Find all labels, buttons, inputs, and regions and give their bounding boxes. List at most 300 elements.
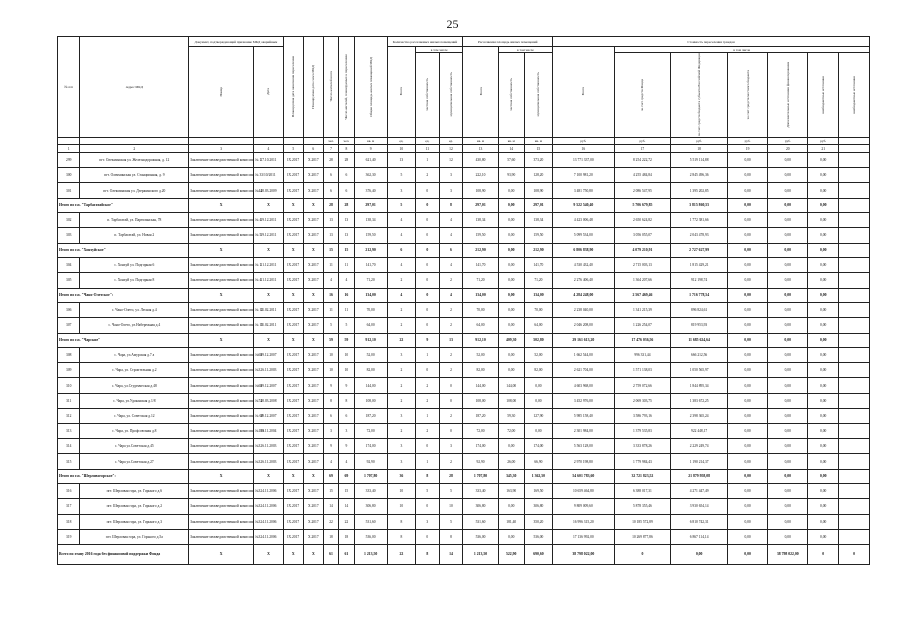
value-cell-c8: 71,20 [354,273,387,288]
unit-cell: кв. м [354,138,387,145]
subtotal-row [58,469,870,484]
value-cell-c14: 536,00 [524,529,552,544]
grand-total-c16: 0 [614,544,671,564]
row-planned-date: IX.2017 [283,454,303,469]
row-number: 299 [58,153,80,168]
x-mark: X [283,198,303,213]
row-address: с. Чара, ул.Амурская д.7 а [80,348,189,363]
value-cell-c19: 0,00 [768,484,808,499]
value-cell-c11: 5 [439,484,463,499]
row-address: пгт. Олекминская ул. Дзержинского д.20 [80,183,189,198]
value-cell-c16: 1 779 984,43 [614,454,671,469]
value-cell-c13: 181,40 [498,514,524,529]
value-cell-c13: 59,30 [498,408,524,423]
value-cell-c16: 10 185 572,89 [614,514,671,529]
grand-total-c17: 0,00 [671,544,728,564]
value-cell-c12: 912,10 [463,333,498,348]
value-cell-c20: 0,00 [808,288,839,303]
value-cell-c9: 6 [387,243,415,258]
value-cell-c20: 0,00 [808,303,839,318]
value-cell-c18: 0,00 [728,469,768,484]
value-cell-c21 [839,333,870,348]
value-cell-c10: 0 [416,288,440,303]
grand-total-c15: 38 798 022,00 [553,544,614,564]
value-cell-c15: 2 046 208,00 [553,318,614,333]
header-planned-date: Планируемая дата окончания переселения [283,37,303,138]
x-mark: X [303,198,323,213]
row-demolition-date: X.2017 [303,499,323,514]
header-area-municipal: муниципальная собственность [524,53,552,138]
value-cell-c12: 222,10 [463,168,498,183]
value-cell-c12: 306,80 [463,499,498,514]
value-cell-c18: 0,00 [728,273,768,288]
column-number-cell: 17 [614,145,671,153]
table-row [58,228,870,243]
row-address: с. Чара ул.Советская д.45 [80,439,189,454]
row-demolition-date: X.2017 [303,228,323,243]
value-cell-c9: 22 [387,333,415,348]
value-cell-c6: 14 [323,499,338,514]
value-cell-c14: 108,90 [524,183,552,198]
value-cell-c10: 0 [416,258,440,273]
value-cell-c8: 1 707,80 [354,469,387,484]
value-cell-c19: 0,00 [768,469,808,484]
value-cell-c7: 5 [339,318,354,333]
x-mark: X [283,333,303,348]
row-basis-doc: Заключение межведомственной комиссии №3 [189,439,254,454]
grand-total-c20: 0 [808,544,839,564]
value-cell-c6: 9 [323,378,338,393]
value-cell-c11: 4 [439,288,463,303]
value-cell-c18: 0,00 [728,529,768,544]
value-cell-c14: 70,00 [524,303,552,318]
x-mark: X [303,333,323,348]
value-cell-c13: 108,00 [498,393,524,408]
row-basis-doc: Заключение межведомственной комиссии №44 [189,183,254,198]
value-cell-c20: 0,00 [808,273,839,288]
value-cell-c16: 1 571 138,03 [614,363,671,378]
table-row [58,303,870,318]
value-cell-c16: 10 269 877,86 [614,529,671,544]
value-cell-c15: 7 100 981,20 [553,168,614,183]
row-number: 314 [58,439,80,454]
value-cell-c7: 15 [339,484,354,499]
value-cell-c15: 1 662 544,00 [553,348,614,363]
value-cell-c10: 0 [416,499,440,514]
row-address: п. Тарбагатай, ул. Новая 2 [80,228,189,243]
row-planned-date: IX.2017 [283,439,303,454]
value-cell-c8: 536,00 [354,529,387,544]
table-row [58,529,870,544]
value-cell-c15: 5 985 158,40 [553,408,614,423]
value-cell-c11: 2 [439,454,463,469]
value-cell-c12: 71,20 [463,273,498,288]
row-planned-date: IX.2017 [283,183,303,198]
value-cell-c10: 5 [416,484,440,499]
unit-cell [283,138,303,145]
unit-cell [254,138,284,145]
row-planned-date: IX.2017 [283,228,303,243]
column-number-cell: 3 [189,145,254,153]
value-cell-c10: 1 [416,348,440,363]
value-cell-c14: 138,34 [524,213,552,228]
value-cell-c11: 5 [439,514,463,529]
value-cell-c21 [839,378,870,393]
value-cell-c9: 2 [387,318,415,333]
value-cell-c7: 6 [339,168,354,183]
value-cell-c21 [839,348,870,363]
grand-total-c7: 61 [339,544,354,564]
unit-cell: ед. [387,138,415,145]
row-demolition-date: X.2017 [303,318,323,333]
row-address: пгт. Шерловая гора, ул. Горького д.2 [80,499,189,514]
row-doc-date: 21.12.2011 [254,258,284,273]
value-cell-c20: 0,00 [808,168,839,183]
header-extra-sources: внебюджетные источники [808,53,839,138]
row-planned-date: IX.2017 [283,318,303,333]
value-cell-c10: 3 [416,514,440,529]
value-cell-c15: 16 996 315,20 [553,514,614,529]
value-cell-c7: 15 [339,243,354,258]
value-cell-c7: 13 [339,228,354,243]
value-cell-c12: 92,90 [463,454,498,469]
value-cell-c7: 14 [339,499,354,514]
value-cell-c17: 2 229 249,74 [671,439,728,454]
row-planned-date: IX.2017 [283,408,303,423]
row-basis-doc: Заключение межведомственной комиссии № 68 [189,408,254,423]
value-cell-c21 [839,469,870,484]
value-cell-c8: 531,60 [354,514,387,529]
value-cell-c14: 71,20 [524,273,552,288]
row-demolition-date: X.2017 [303,363,323,378]
value-cell-c17: 11 685 624,64 [671,333,728,348]
value-cell-c21 [839,183,870,198]
row-planned-date: IX.2017 [283,168,303,183]
row-doc-date: 28.03.2009 [254,183,284,198]
column-number-cell: 11 [416,145,440,153]
value-cell-c17: 2 727 627,99 [671,243,728,258]
value-cell-c9: 5 [387,168,415,183]
row-basis-doc: Заключение межведомственной комиссии №3 [189,484,254,499]
column-number-cell: 5 [283,145,303,153]
value-cell-c8: 64,00 [354,318,387,333]
value-cell-c12: 82,00 [463,363,498,378]
row-address: с. Чара, ул. Советская д.12 [80,408,189,423]
value-cell-c6: 9 [323,439,338,454]
subtotal-row [58,243,870,258]
value-cell-c10: 0 [416,529,440,544]
row-planned-date: IX.2017 [283,484,303,499]
value-cell-c6: 6 [323,183,338,198]
row-planned-date: IX.2017 [283,393,303,408]
row-address: с. Чара, ул.Удоканская д.1/8 [80,393,189,408]
value-cell-c8: 144,00 [354,378,387,393]
value-cell-c8: 306,80 [354,499,387,514]
value-cell-c15: 5 099 534,00 [553,228,614,243]
value-cell-c12: 70,00 [463,303,498,318]
value-cell-c10: 0 [416,198,440,213]
x-mark: X [189,469,254,484]
column-number-cell: 10 [387,145,415,153]
row-address: пгт. Шерловая гора, ул. Горького д.3 [80,514,189,529]
value-cell-c12: 212,90 [463,243,498,258]
value-cell-c9: 2 [387,273,415,288]
unit-cell [839,138,870,145]
value-cell-c16: 5 706 679,85 [614,198,671,213]
value-cell-c13: 0,00 [498,183,524,198]
value-cell-c19: 0,00 [768,529,808,544]
value-cell-c21 [839,514,870,529]
value-cell-c6: 8 [323,393,338,408]
value-cell-c12: 536,00 [463,529,498,544]
grand-total-c13: 522,90 [498,544,524,564]
value-cell-c7: 4 [339,273,354,288]
row-address: с. Чара, ул. Строительная д.2 [80,363,189,378]
x-mark: X [283,288,303,303]
row-doc-date: 24.11.2006 [254,529,284,544]
header-cost-of-which: в том числе [614,47,869,53]
value-cell-c18: 0,00 [728,514,768,529]
unit-cell: руб. [553,138,614,145]
value-cell-c13: 0,00 [498,499,524,514]
value-cell-c16: 3 056 055,07 [614,228,671,243]
row-demolition-date: X.2017 [303,213,323,228]
table-row [58,393,870,408]
value-cell-c18: 0,00 [728,499,768,514]
row-doc-date: 03.11.2004 [254,424,284,439]
value-cell-c19: 0,00 [768,393,808,408]
row-basis-doc: Заключение межведомственной комиссии №3 [189,454,254,469]
value-cell-c21 [839,318,870,333]
row-planned-date: IX.2017 [283,514,303,529]
value-cell-c12: 141,70 [463,258,498,273]
value-cell-c6: 69 [323,469,338,484]
row-address: пгт. Олекминская ул. Станционная, д. 9 [80,168,189,183]
value-cell-c21 [839,499,870,514]
value-cell-c8: 70,00 [354,303,387,318]
value-cell-c14: 159,50 [524,228,552,243]
value-cell-c18: 0,00 [728,363,768,378]
value-cell-c6: 59 [323,333,338,348]
value-cell-c17: 3 815 860,55 [671,198,728,213]
header-cost-total: Всего [553,47,614,138]
row-demolition-date: X.2017 [303,439,323,454]
value-cell-c18: 0,00 [728,228,768,243]
row-basis-doc: Заключение межведомственной комиссии №136 [189,424,254,439]
subtotal-label: Итого по г.п. "Чано-Олетское": [58,288,189,303]
row-planned-date: IX.2017 [283,153,303,168]
value-cell-c10: 2 [416,168,440,183]
value-cell-c10: 0 [416,439,440,454]
value-cell-c10: 0 [416,363,440,378]
header-area-of-which: в том числе [498,47,552,53]
value-cell-c14: 0,00 [524,393,552,408]
value-cell-c19: 0,00 [768,303,808,318]
value-cell-c15: 4 284 248,00 [553,288,614,303]
unit-cell: ед. [439,138,463,145]
row-demolition-date: X.2017 [303,408,323,423]
value-cell-c9: 4 [387,228,415,243]
row-planned-date: IX.2017 [283,348,303,363]
row-number: 319 [58,529,80,544]
value-cell-c13: 0,00 [498,258,524,273]
value-cell-c19: 0,00 [768,439,808,454]
value-cell-c18: 0,00 [728,393,768,408]
value-cell-c11: 4 [439,213,463,228]
subtotal-label: Итого по г.п. "Тарбагатайское" [58,198,189,213]
value-cell-c7: 22 [339,514,354,529]
value-cell-c8: 174,00 [354,439,387,454]
value-cell-c10: 2 [416,393,440,408]
row-doc-date: 3/10/2011 [254,168,284,183]
row-address: п. Тарбагатай, ул. Партизанская, 78 [80,213,189,228]
header-doc-group: Документ, подтверждающий признание МКД аварийным [189,37,284,47]
value-cell-c8: 362,30 [354,168,387,183]
row-demolition-date: X.2017 [303,348,323,363]
table-row [58,454,870,469]
value-cell-c8: 138,34 [354,213,387,228]
row-doc-date: 26.11.2003 [254,363,284,378]
value-cell-c6: 11 [323,258,338,273]
unit-cell: руб. [808,138,839,145]
value-cell-c18: 0,00 [728,378,768,393]
value-cell-c8: 72,00 [354,424,387,439]
x-mark: X [283,243,303,258]
row-demolition-date: X.2017 [303,183,323,198]
table-row [58,258,870,273]
subtotal-label: Итого по г.п. "Шерловогорское": [58,469,189,484]
value-cell-c11: 8 [439,529,463,544]
value-cell-c17: 1 383 672,25 [671,393,728,408]
column-number-cell: 6 [303,145,323,153]
value-cell-c14: 212,90 [524,243,552,258]
value-cell-c7: 10 [339,348,354,363]
value-cell-c12: 64,00 [463,318,498,333]
value-cell-c17: 6 810 742,31 [671,514,728,529]
value-cell-c13: 0,00 [498,213,524,228]
value-cell-c19: 0,00 [768,228,808,243]
value-cell-c18: 0,00 [728,439,768,454]
table-row [58,213,870,228]
header-rooms-of-which: в том числе [416,47,463,53]
value-cell-c18: 0,00 [728,348,768,363]
header-rooms-group: Количество расселяемых жилых помещений [387,37,463,47]
value-cell-c15: 2 970 198,80 [553,454,614,469]
row-number: 302 [58,213,80,228]
value-cell-c14: 174,00 [524,439,552,454]
value-cell-c7: 8 [339,393,354,408]
row-planned-date: IX.2017 [283,258,303,273]
value-cell-c12: 159,50 [463,228,498,243]
value-cell-c19: 0,00 [768,454,808,469]
value-cell-c21 [839,454,870,469]
value-cell-c21 [839,273,870,288]
value-cell-c8: 376,40 [354,183,387,198]
value-cell-c19: 0,00 [768,168,808,183]
value-cell-c8: 82,00 [354,363,387,378]
value-cell-c8: 187,20 [354,408,387,423]
value-cell-c10: 1 [416,153,440,168]
x-mark: X [303,544,323,564]
value-cell-c14: 82,00 [524,363,552,378]
value-cell-c21 [839,243,870,258]
table-row [58,348,870,363]
value-cell-c20: 0,00 [808,228,839,243]
value-cell-c8: 159,50 [354,228,387,243]
x-mark: X [189,333,254,348]
value-cell-c7: 11 [339,303,354,318]
value-cell-c20: 0,00 [808,393,839,408]
row-number: 312 [58,408,80,423]
x-mark: X [254,198,284,213]
value-cell-c19: 0,00 [768,273,808,288]
header-cost-group: Стоимость переселения граждан [553,37,870,47]
subtotal-row [58,333,870,348]
row-number: 311 [58,393,80,408]
row-planned-date: IX.2017 [283,363,303,378]
value-cell-c21 [839,168,870,183]
value-cell-c9: 2 [387,378,415,393]
value-cell-c11: 2 [439,363,463,378]
value-cell-c6: 6 [323,408,338,423]
grand-total-row [58,544,870,564]
value-cell-c14: 134,00 [524,288,552,303]
value-cell-c6: 16 [323,288,338,303]
value-cell-c11: 10 [439,499,463,514]
table-row [58,378,870,393]
header-fund-funds: за счет средств Фонда [614,53,671,138]
row-demolition-date: X.2017 [303,258,323,273]
row-number: 317 [58,499,80,514]
x-mark: X [254,333,284,348]
value-cell-c21 [839,198,870,213]
value-cell-c11: 12 [439,153,463,168]
value-cell-c6: 13 [323,213,338,228]
value-cell-c17: 1 772 381,66 [671,213,728,228]
row-doc-date: 28.03.2008 [254,393,284,408]
value-cell-c8: 912,10 [354,333,387,348]
row-basis-doc: Заключение межведомственной комиссии № 3 [189,168,254,183]
value-cell-c13: 0,00 [498,288,524,303]
value-cell-c16: 4 079 210,91 [614,243,671,258]
row-doc-date: 29.12.2011 [254,213,284,228]
value-cell-c6: 28 [323,198,338,213]
unit-cell: кв. м [498,138,524,145]
header-area-group: Расселяемая площадь жилых помещений [463,37,553,47]
column-number-cell: 2 [80,145,189,153]
value-cell-c18: 0,00 [728,183,768,198]
row-demolition-date: X.2017 [303,378,323,393]
value-cell-c20: 0,00 [808,243,839,258]
value-cell-c12: 297,01 [463,198,498,213]
value-cell-c20: 0,00 [808,333,839,348]
value-cell-c10: 1 [416,454,440,469]
resettlement-register-table [57,36,870,565]
column-number-cell: 4 [254,145,284,153]
value-cell-c14: 350,20 [524,514,552,529]
value-cell-c11: 0 [439,424,463,439]
value-cell-c20: 0,00 [808,514,839,529]
value-cell-c7: 69 [339,469,354,484]
header-address: Адрес МКД [80,37,189,138]
table-row [58,318,870,333]
x-mark: X [254,243,284,258]
value-cell-c11: 2 [439,408,463,423]
value-cell-c20: 0,00 [808,198,839,213]
column-number-cell: 18 [671,145,728,153]
value-cell-c12: 134,00 [463,288,498,303]
header-local-budget: за счет средств местного бюджета [728,53,768,138]
